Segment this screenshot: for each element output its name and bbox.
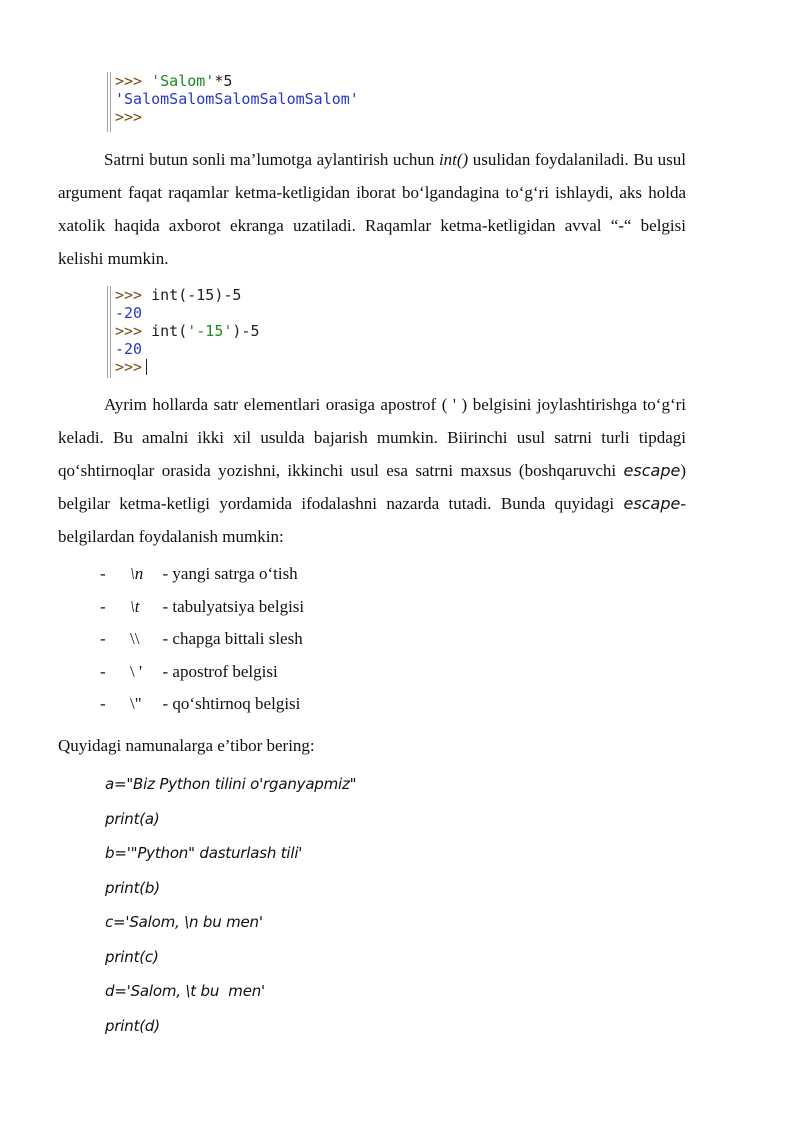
list-bullet: -	[100, 564, 106, 583]
list-bullet: -	[100, 661, 106, 681]
list-bullet: -	[100, 596, 106, 616]
code-line: print(d)	[105, 1016, 160, 1035]
function-name: int()	[438, 150, 469, 169]
escape-sequence: \n	[130, 564, 144, 583]
shell-line	[115, 286, 315, 304]
paragraph-text: Satrni butun sonli ma’lumotga aylantirish uchun	[104, 150, 439, 169]
shell-output: -20	[115, 304, 143, 322]
code-line: print(c)	[105, 947, 159, 966]
paragraph-apostrophe	[58, 388, 686, 553]
example-code-block	[105, 767, 356, 1043]
shell-prompt: >>>	[115, 72, 152, 90]
escape-description: - tabulyatsiya belgisi	[154, 596, 305, 616]
python-shell-snippet-1	[107, 72, 415, 132]
shell-output: 'SalomSalomSalomSalomSalom'	[115, 90, 359, 108]
list-bullet: -	[100, 694, 106, 713]
shell-command: *5	[214, 72, 233, 90]
paragraph-text: -belgilardan foydalanish mumkin:	[58, 494, 686, 546]
shell-string: 'Salom'	[151, 72, 215, 90]
escape-term: escape	[623, 461, 681, 480]
shell-prompt: >>>	[115, 108, 143, 126]
list-bullet: -	[100, 629, 106, 648]
escape-sequence-list	[100, 558, 304, 721]
code-line: c='Salom, \n bu men'	[105, 913, 263, 931]
escape-sequence: \t	[130, 596, 140, 616]
paragraph-int-conversion	[58, 143, 686, 275]
list-item	[100, 688, 304, 721]
paragraph-text: Ayrim hollarda satr elementlari orasiga apostrof ( ' ) belgisini joylashtirishga to‘g‘ri keladi. Bu amalni ikki xil usulda bajarish mumkin. Biirinchi usul satrni turli tipdagi qo‘shtirnoqlar orasida yozishni, ikkinchi usul esa satrni maxsus (boshqaruvchi	[58, 395, 686, 480]
list-item	[100, 558, 304, 591]
shell-line	[115, 72, 415, 90]
escape-term: escape	[623, 494, 681, 513]
escape-sequence: \ '	[130, 661, 143, 681]
list-item	[100, 623, 304, 656]
shell-command: )-5	[232, 322, 260, 340]
shell-line	[115, 322, 315, 340]
shell-prompt: >>>	[115, 322, 152, 340]
shell-prompt: >>>	[115, 358, 143, 376]
shell-string: '-15'	[187, 322, 233, 340]
escape-sequence: \"	[130, 694, 142, 713]
code-line: d='Salom, \t bu men'	[105, 982, 265, 1000]
escape-description: - apostrof belgisi	[154, 661, 278, 681]
code-line: print(a)	[105, 809, 160, 828]
shell-prompt: >>>	[115, 286, 152, 304]
escape-description: - chapga bittali slesh	[154, 629, 303, 648]
paragraph-text: ) belgilar ketma-ketligi yordamida ifodalashni nazarda tutadi. Bunda quyidagi	[58, 461, 686, 513]
escape-sequence: \\	[130, 629, 140, 648]
paragraph-text: usulidan foydalaniladi. Bu usul argument faqat raqamlar ketma-ketligidan iborat bo‘lgandagina to‘g‘ri ishlaydi, aks holda xatolik haqida axborot ekranga uzatiladi. Raqamlar ketma-ketligidan avval “-“ belgisi kelishi mumkin.	[58, 150, 687, 268]
examples-intro: Quyidagi namunalarga e’tibor bering:	[58, 736, 315, 755]
escape-description: - yangi satrga o‘tish	[154, 564, 298, 583]
code-line: a="Biz Python tilini o'rganyapmiz"	[105, 775, 357, 793]
shell-command: int(	[151, 322, 188, 340]
shell-output: -20	[115, 340, 143, 358]
list-item	[100, 591, 304, 624]
shell-command: int(-15)-5	[151, 286, 242, 304]
list-item	[100, 656, 304, 689]
python-shell-snippet-2	[107, 286, 315, 378]
text-cursor	[146, 359, 147, 375]
code-line: print(b)	[105, 878, 160, 897]
shell-line	[115, 358, 315, 376]
escape-description: - qo‘shtirnoq belgisi	[154, 694, 301, 713]
code-line: b='"Python" dasturlash tili'	[105, 844, 303, 862]
